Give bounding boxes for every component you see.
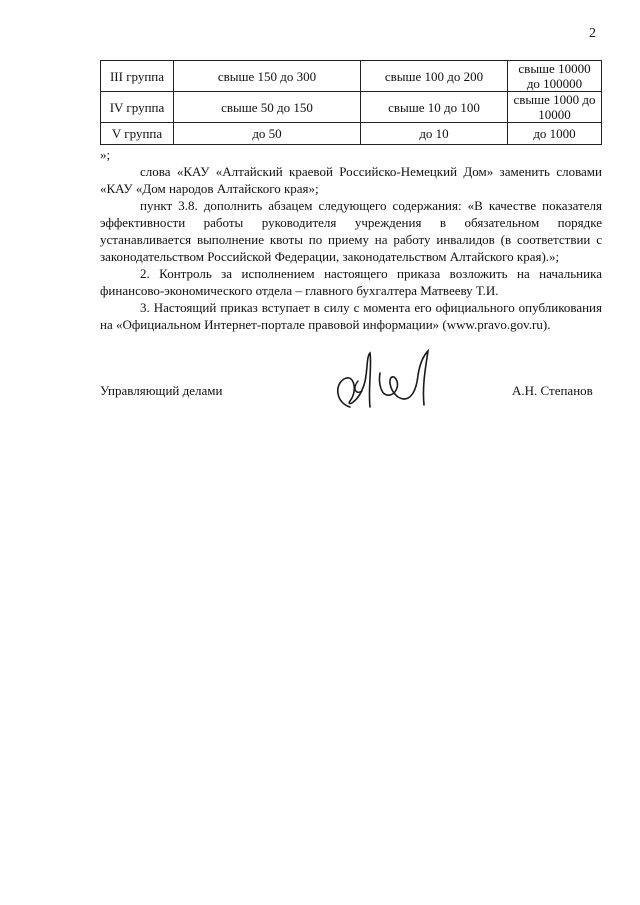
table-cell: свыше 50 до 150	[174, 92, 361, 123]
table-cell: свыше 10 до 100	[361, 92, 508, 123]
table-cell: свыше 1000 до 10000	[508, 92, 602, 123]
signatory-title: Управляющий делами	[100, 383, 223, 398]
table-cell: III группа	[101, 61, 174, 92]
table-cell: IV группа	[101, 92, 174, 123]
table-row	[101, 123, 602, 145]
table-row	[101, 61, 602, 92]
table-row	[101, 92, 602, 123]
page-number: 2	[589, 26, 596, 41]
table-cell: до 1000	[508, 123, 602, 145]
handwritten-signature	[328, 345, 438, 417]
table-cell: свыше 10000 до 100000	[508, 61, 602, 92]
signatory-name: А.Н. Степанов	[512, 383, 593, 398]
paragraph-effect: 3. Настоящий приказ вступает в силу с момента его официального опубликования на «Официальном Интернет-портале правовой информации» (www.pravo.gov.ru).	[100, 300, 602, 332]
paragraph-control: 2. Контроль за исполнением настоящего приказа возложить на начальника финансово-экономического отдела – главного бухгалтера Матвееву Т.И.	[100, 266, 602, 298]
groups-table	[100, 60, 602, 145]
table-cell: свыше 150 до 300	[174, 61, 361, 92]
table-cell: до 10	[361, 123, 508, 145]
paragraph-rename: слова «КАУ «Алтайский краевой Российско-Немецкий Дом» заменить словами «КАУ «Дом народов Алтайского края»;	[100, 164, 602, 196]
table-cell: V группа	[101, 123, 174, 145]
paragraph-point-3-8: пункт 3.8. дополнить абзацем следующего содержания: «В качестве показателя эффективности работы руководителя учреждения в обязательном порядке устанавливается выполнение квоты по приему на работу инвалидов (в соответствии с законодательством Российской Федерации, законодательством Алтайского края).»;	[100, 198, 602, 264]
table-closing-quote: »;	[100, 147, 111, 162]
table-cell: свыше 100 до 200	[361, 61, 508, 92]
table-cell: до 50	[174, 123, 361, 145]
